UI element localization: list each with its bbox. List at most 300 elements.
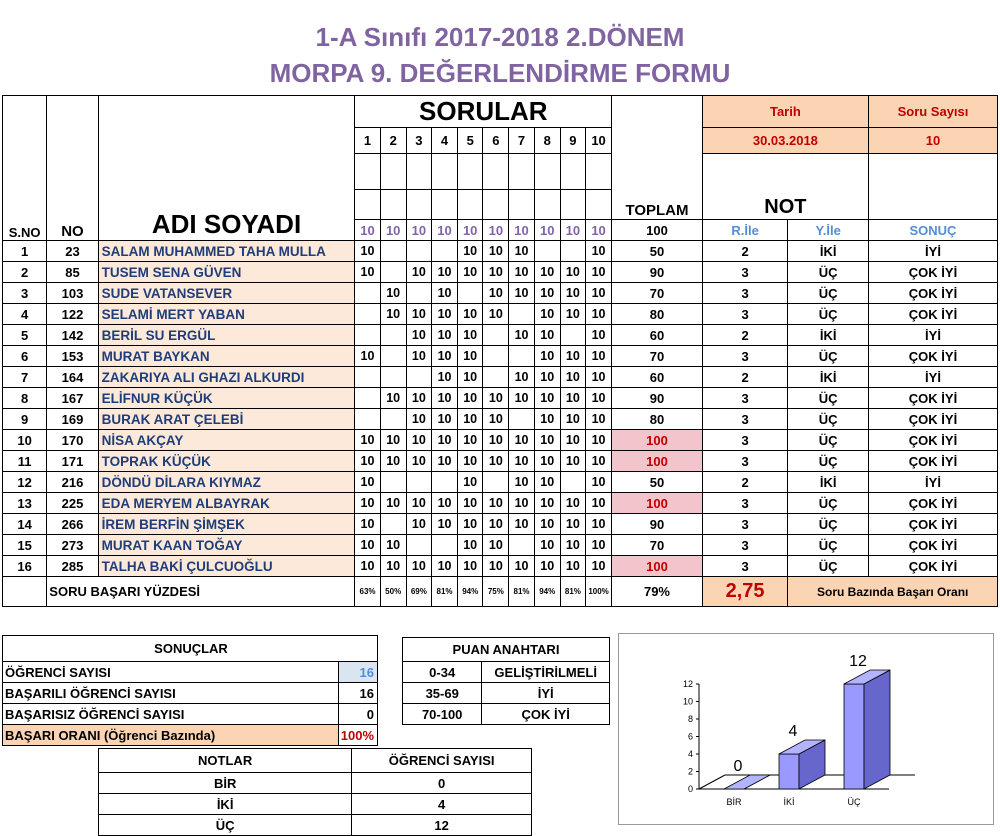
question-score: 10 xyxy=(585,241,611,262)
student-r: 3 xyxy=(702,388,788,409)
student-total: 80 xyxy=(612,409,703,430)
total-percent: 79% xyxy=(612,577,703,607)
question-score: 10 xyxy=(458,325,483,346)
question-gap xyxy=(406,190,431,220)
student-y: ÜÇ xyxy=(788,388,869,409)
student-result: ÇOK İYİ xyxy=(868,430,997,451)
question-score: 10 xyxy=(431,346,457,367)
question-score: 10 xyxy=(560,451,585,472)
student-total: 70 xyxy=(612,346,703,367)
question-score: 10 xyxy=(355,556,380,577)
question-score: 10 xyxy=(585,325,611,346)
question-number: 3 xyxy=(406,128,431,154)
question-score: 10 xyxy=(509,451,534,472)
student-total: 90 xyxy=(612,262,703,283)
question-score: 10 xyxy=(458,304,483,325)
question-score xyxy=(380,262,406,283)
question-score: 10 xyxy=(380,283,406,304)
question-gap xyxy=(585,154,611,190)
x-category-label: BİR xyxy=(726,797,742,807)
rile-header: R.İle xyxy=(702,220,788,241)
puan-label: İYİ xyxy=(482,683,610,704)
question-score: 10 xyxy=(458,262,483,283)
question-number: 8 xyxy=(534,128,560,154)
question-gap xyxy=(509,154,534,190)
question-score: 10 xyxy=(380,430,406,451)
question-score xyxy=(431,472,457,493)
question-score xyxy=(355,325,380,346)
student-name: DÖNDÜ DİLARA KIYMAZ xyxy=(98,472,355,493)
question-score: 10 xyxy=(380,451,406,472)
question-score: 10 xyxy=(483,304,509,325)
question-score: 10 xyxy=(534,535,560,556)
student-total: 60 xyxy=(612,367,703,388)
question-score: 10 xyxy=(483,493,509,514)
sonuclar-row xyxy=(3,683,378,704)
question-gap xyxy=(380,154,406,190)
title-line-1: 1-A Sınıfı 2017-2018 2.DÖNEM xyxy=(315,22,685,52)
question-score xyxy=(380,346,406,367)
student-total: 60 xyxy=(612,325,703,346)
student-result: ÇOK İYİ xyxy=(868,388,997,409)
bar-top xyxy=(724,775,770,789)
question-score: 10 xyxy=(585,472,611,493)
question-gap xyxy=(534,190,560,220)
student-r: 3 xyxy=(702,430,788,451)
student-r: 2 xyxy=(702,241,788,262)
question-score: 10 xyxy=(534,262,560,283)
student-y: İKİ xyxy=(788,472,869,493)
sonuclar-value: 16 xyxy=(338,662,377,683)
student-result: İYİ xyxy=(868,325,997,346)
sonuclar-value: 100% xyxy=(338,725,377,746)
student-name: SALAM MUHAMMED TAHA MULLA xyxy=(98,241,355,262)
question-score: 10 xyxy=(431,304,457,325)
question-score: 10 xyxy=(380,304,406,325)
student-total: 50 xyxy=(612,472,703,493)
question-score: 10 xyxy=(355,535,380,556)
question-score: 10 xyxy=(458,430,483,451)
student-no: 169 xyxy=(47,409,98,430)
question-score: 10 xyxy=(585,388,611,409)
question-score xyxy=(483,346,509,367)
sonuclar-row xyxy=(3,662,378,683)
question-score: 10 xyxy=(406,325,431,346)
student-result: ÇOK İYİ xyxy=(868,535,997,556)
question-score: 10 xyxy=(483,430,509,451)
question-score: 10 xyxy=(534,493,560,514)
table-row xyxy=(3,430,998,451)
question-points: 10 xyxy=(431,220,457,241)
table-row xyxy=(3,241,998,262)
question-percent: 81% xyxy=(560,577,585,607)
question-score: 10 xyxy=(585,556,611,577)
question-score: 10 xyxy=(458,556,483,577)
question-score: 10 xyxy=(534,451,560,472)
question-points: 10 xyxy=(406,220,431,241)
question-number: 2 xyxy=(380,128,406,154)
student-name: MURAT BAYKAN xyxy=(98,346,355,367)
question-score: 10 xyxy=(585,262,611,283)
no-header: NO xyxy=(47,96,98,241)
question-score: 10 xyxy=(509,514,534,535)
question-score: 10 xyxy=(585,451,611,472)
question-score: 10 xyxy=(483,535,509,556)
table-row xyxy=(3,514,998,535)
question-score: 10 xyxy=(380,535,406,556)
puan-label: ÇOK İYİ xyxy=(482,704,610,725)
student-no: 103 xyxy=(47,283,98,304)
student-y: ÜÇ xyxy=(788,409,869,430)
student-no: 171 xyxy=(47,451,98,472)
student-sno: 16 xyxy=(3,556,47,577)
question-score: 10 xyxy=(534,346,560,367)
notlar-table xyxy=(98,748,532,836)
student-r: 3 xyxy=(702,514,788,535)
student-r: 2 xyxy=(702,472,788,493)
student-total: 100 xyxy=(612,556,703,577)
notlar-value: 12 xyxy=(352,815,532,836)
average-label: Soru Bazında Başarı Oranı xyxy=(788,577,998,607)
sonuclar-title: SONUÇLAR xyxy=(3,636,378,662)
student-no: 225 xyxy=(47,493,98,514)
question-score: 10 xyxy=(406,430,431,451)
student-name: TUSEM SENA GÜVEN xyxy=(98,262,355,283)
question-score xyxy=(380,514,406,535)
name-header: ADI SOYADI xyxy=(98,96,355,241)
question-score: 10 xyxy=(509,388,534,409)
student-r: 3 xyxy=(702,493,788,514)
student-r: 3 xyxy=(702,535,788,556)
notlar-count-title: ÖĞRENCİ SAYISI xyxy=(352,749,532,773)
y-tick-label: 0 xyxy=(687,784,693,794)
question-score: 10 xyxy=(431,514,457,535)
question-gap xyxy=(431,154,457,190)
student-total: 70 xyxy=(612,535,703,556)
question-score: 10 xyxy=(458,514,483,535)
question-gap xyxy=(483,154,509,190)
question-score: 10 xyxy=(431,556,457,577)
table-row xyxy=(3,262,998,283)
question-gap xyxy=(585,190,611,220)
student-name: ZAKARIYA ALI GHAZI ALKURDI xyxy=(98,367,355,388)
question-score: 10 xyxy=(431,493,457,514)
question-gap xyxy=(355,190,380,220)
floor-edge xyxy=(699,775,725,789)
question-score: 10 xyxy=(355,472,380,493)
question-score: 10 xyxy=(585,493,611,514)
student-sno: 2 xyxy=(3,262,47,283)
student-sno: 13 xyxy=(3,493,47,514)
student-y: ÜÇ xyxy=(788,535,869,556)
question-score: 10 xyxy=(483,262,509,283)
table-row xyxy=(3,283,998,304)
sonuclar-label: BAŞARI ORANI (Öğrenci Bazında) xyxy=(3,725,339,746)
title-line-2: MORPA 9. DEĞERLENDİRME FORMU xyxy=(269,58,731,88)
question-percent: 81% xyxy=(509,577,534,607)
question-points: 10 xyxy=(509,220,534,241)
question-score: 10 xyxy=(560,514,585,535)
question-score: 10 xyxy=(355,241,380,262)
x-category-label: ÜÇ xyxy=(847,797,861,807)
question-score xyxy=(406,241,431,262)
toplam-max: 100 xyxy=(612,220,703,241)
question-score: 10 xyxy=(585,304,611,325)
y-tick-label: 8 xyxy=(687,714,693,724)
question-score: 10 xyxy=(355,493,380,514)
question-score xyxy=(355,367,380,388)
grade-distribution-chart xyxy=(618,633,994,825)
question-number: 1 xyxy=(355,128,380,154)
question-number: 7 xyxy=(509,128,534,154)
bar-data-label: 0 xyxy=(733,758,743,775)
student-result: ÇOK İYİ xyxy=(868,304,997,325)
student-no: 153 xyxy=(47,346,98,367)
question-score: 10 xyxy=(509,283,534,304)
notlar-title: NOTLAR xyxy=(99,749,352,773)
question-score: 10 xyxy=(458,451,483,472)
question-score: 10 xyxy=(509,556,534,577)
sonuclar-row xyxy=(3,704,378,725)
question-score: 10 xyxy=(483,241,509,262)
question-score: 10 xyxy=(431,325,457,346)
y-tick-label: 4 xyxy=(687,749,693,759)
student-r: 3 xyxy=(702,451,788,472)
sonuc-gap xyxy=(868,154,997,220)
puan-row xyxy=(403,662,610,683)
question-score xyxy=(483,325,509,346)
question-score xyxy=(380,367,406,388)
question-score: 10 xyxy=(483,283,509,304)
question-score xyxy=(560,472,585,493)
student-result: İYİ xyxy=(868,472,997,493)
notlar-label: BİR xyxy=(99,773,352,794)
student-sno: 9 xyxy=(3,409,47,430)
student-no: 167 xyxy=(47,388,98,409)
student-no: 164 xyxy=(47,367,98,388)
question-score xyxy=(560,325,585,346)
question-points: 10 xyxy=(534,220,560,241)
question-points: 10 xyxy=(355,220,380,241)
student-total: 90 xyxy=(612,514,703,535)
soru-sayisi-label: Soru Sayısı xyxy=(868,96,997,128)
question-points: 10 xyxy=(483,220,509,241)
question-score: 10 xyxy=(406,514,431,535)
question-score xyxy=(509,409,534,430)
student-y: ÜÇ xyxy=(788,262,869,283)
student-r: 2 xyxy=(702,367,788,388)
not-header: NOT xyxy=(702,154,868,220)
question-score: 10 xyxy=(534,283,560,304)
table-row xyxy=(3,493,998,514)
question-score: 10 xyxy=(458,388,483,409)
question-score: 10 xyxy=(534,472,560,493)
question-percent: 100% xyxy=(585,577,611,607)
student-result: ÇOK İYİ xyxy=(868,346,997,367)
question-number: 10 xyxy=(585,128,611,154)
student-result: ÇOK İYİ xyxy=(868,409,997,430)
student-y: ÜÇ xyxy=(788,514,869,535)
average-grade: 2,75 xyxy=(702,577,788,607)
table-row xyxy=(3,367,998,388)
student-total: 100 xyxy=(612,493,703,514)
student-name: ELİFNUR KÜÇÜK xyxy=(98,388,355,409)
student-y: ÜÇ xyxy=(788,451,869,472)
question-number: 6 xyxy=(483,128,509,154)
question-score: 10 xyxy=(560,367,585,388)
sonuclar-value: 16 xyxy=(338,683,377,704)
student-r: 3 xyxy=(702,283,788,304)
bar-data-label: 4 xyxy=(788,723,798,740)
y-tick-label: 12 xyxy=(682,679,693,689)
student-name: TALHA BAKİ ÇULCUOĞLU xyxy=(98,556,355,577)
table-row xyxy=(3,451,998,472)
question-score xyxy=(509,535,534,556)
student-y: İKİ xyxy=(788,367,869,388)
question-gap xyxy=(560,154,585,190)
student-name: SELAMİ MERT YABAN xyxy=(98,304,355,325)
question-percent: 94% xyxy=(458,577,483,607)
question-score: 10 xyxy=(380,493,406,514)
question-score: 10 xyxy=(560,346,585,367)
notlar-row xyxy=(99,773,532,794)
question-score: 10 xyxy=(355,451,380,472)
question-score: 10 xyxy=(585,283,611,304)
student-name: MURAT KAAN TOĞAY xyxy=(98,535,355,556)
student-sno: 8 xyxy=(3,388,47,409)
sonuclar-label: BAŞARILI ÖĞRENCİ SAYISI xyxy=(3,683,339,704)
table-row xyxy=(3,472,998,493)
question-score: 10 xyxy=(560,262,585,283)
question-score: 10 xyxy=(534,556,560,577)
question-score: 10 xyxy=(406,388,431,409)
question-percent: 63% xyxy=(355,577,380,607)
student-no: 285 xyxy=(47,556,98,577)
question-percent: 75% xyxy=(483,577,509,607)
student-r: 3 xyxy=(702,556,788,577)
question-score: 10 xyxy=(406,304,431,325)
question-score xyxy=(355,409,380,430)
question-score: 10 xyxy=(509,472,534,493)
question-score xyxy=(431,241,457,262)
question-score: 10 xyxy=(380,388,406,409)
question-score: 10 xyxy=(458,535,483,556)
student-result: ÇOK İYİ xyxy=(868,493,997,514)
question-score xyxy=(355,388,380,409)
footer-blank xyxy=(3,577,47,607)
notlar-row xyxy=(99,815,532,836)
table-row xyxy=(3,388,998,409)
student-no: 170 xyxy=(47,430,98,451)
question-number: 9 xyxy=(560,128,585,154)
student-name: NİSA AKÇAY xyxy=(98,430,355,451)
bar-data-label: 12 xyxy=(849,653,867,670)
student-y: ÜÇ xyxy=(788,493,869,514)
question-score xyxy=(406,472,431,493)
student-y: ÜÇ xyxy=(788,346,869,367)
question-score: 10 xyxy=(509,262,534,283)
notlar-row xyxy=(99,794,532,815)
question-gap xyxy=(509,190,534,220)
notlar-value: 0 xyxy=(352,773,532,794)
question-score: 10 xyxy=(406,346,431,367)
student-no: 122 xyxy=(47,304,98,325)
question-score: 10 xyxy=(560,535,585,556)
question-score: 10 xyxy=(431,430,457,451)
question-score: 10 xyxy=(534,514,560,535)
question-gap xyxy=(483,190,509,220)
student-y: ÜÇ xyxy=(788,556,869,577)
question-score: 10 xyxy=(585,409,611,430)
question-score: 10 xyxy=(483,556,509,577)
sonuclar-label: BAŞARISIZ ÖĞRENCİ SAYISI xyxy=(3,704,339,725)
student-total: 90 xyxy=(612,388,703,409)
bar-front xyxy=(844,684,864,789)
question-score: 10 xyxy=(380,556,406,577)
question-gap xyxy=(458,190,483,220)
table-row xyxy=(3,346,998,367)
question-score: 10 xyxy=(458,367,483,388)
student-result: ÇOK İYİ xyxy=(868,283,997,304)
question-score: 10 xyxy=(509,430,534,451)
question-score xyxy=(406,367,431,388)
question-score: 10 xyxy=(534,367,560,388)
question-score: 10 xyxy=(431,409,457,430)
sno-header: S.NO xyxy=(3,96,47,241)
student-result: İYİ xyxy=(868,241,997,262)
question-score: 10 xyxy=(458,493,483,514)
question-score: 10 xyxy=(431,388,457,409)
student-total: 100 xyxy=(612,430,703,451)
puan-range: 35-69 xyxy=(403,683,482,704)
question-score xyxy=(509,304,534,325)
question-score: 10 xyxy=(483,514,509,535)
question-score: 10 xyxy=(560,556,585,577)
question-gap xyxy=(534,154,560,190)
question-percent: 94% xyxy=(534,577,560,607)
student-total: 100 xyxy=(612,451,703,472)
question-score: 10 xyxy=(406,451,431,472)
question-score: 10 xyxy=(431,262,457,283)
question-score: 10 xyxy=(534,388,560,409)
question-gap xyxy=(380,190,406,220)
question-gap xyxy=(355,154,380,190)
student-r: 3 xyxy=(702,346,788,367)
question-score: 10 xyxy=(585,535,611,556)
question-score: 10 xyxy=(585,430,611,451)
y-tick-label: 2 xyxy=(687,766,693,777)
student-result: ÇOK İYİ xyxy=(868,262,997,283)
puan-label: GELİŞTİRİLMELİ xyxy=(482,662,610,683)
question-score: 10 xyxy=(431,451,457,472)
student-y: ÜÇ xyxy=(788,283,869,304)
question-score: 10 xyxy=(560,283,585,304)
question-score: 10 xyxy=(355,430,380,451)
student-r: 3 xyxy=(702,262,788,283)
bar-side xyxy=(864,670,890,789)
question-score: 10 xyxy=(406,556,431,577)
question-score: 10 xyxy=(560,409,585,430)
student-result: İYİ xyxy=(868,367,997,388)
question-score: 10 xyxy=(509,325,534,346)
tarih-value: 30.03.2018 xyxy=(702,128,868,154)
question-score: 10 xyxy=(458,472,483,493)
question-number: 5 xyxy=(458,128,483,154)
question-score: 10 xyxy=(509,241,534,262)
student-name: TOPRAK KÜÇÜK xyxy=(98,451,355,472)
question-score: 10 xyxy=(560,304,585,325)
student-sno: 12 xyxy=(3,472,47,493)
